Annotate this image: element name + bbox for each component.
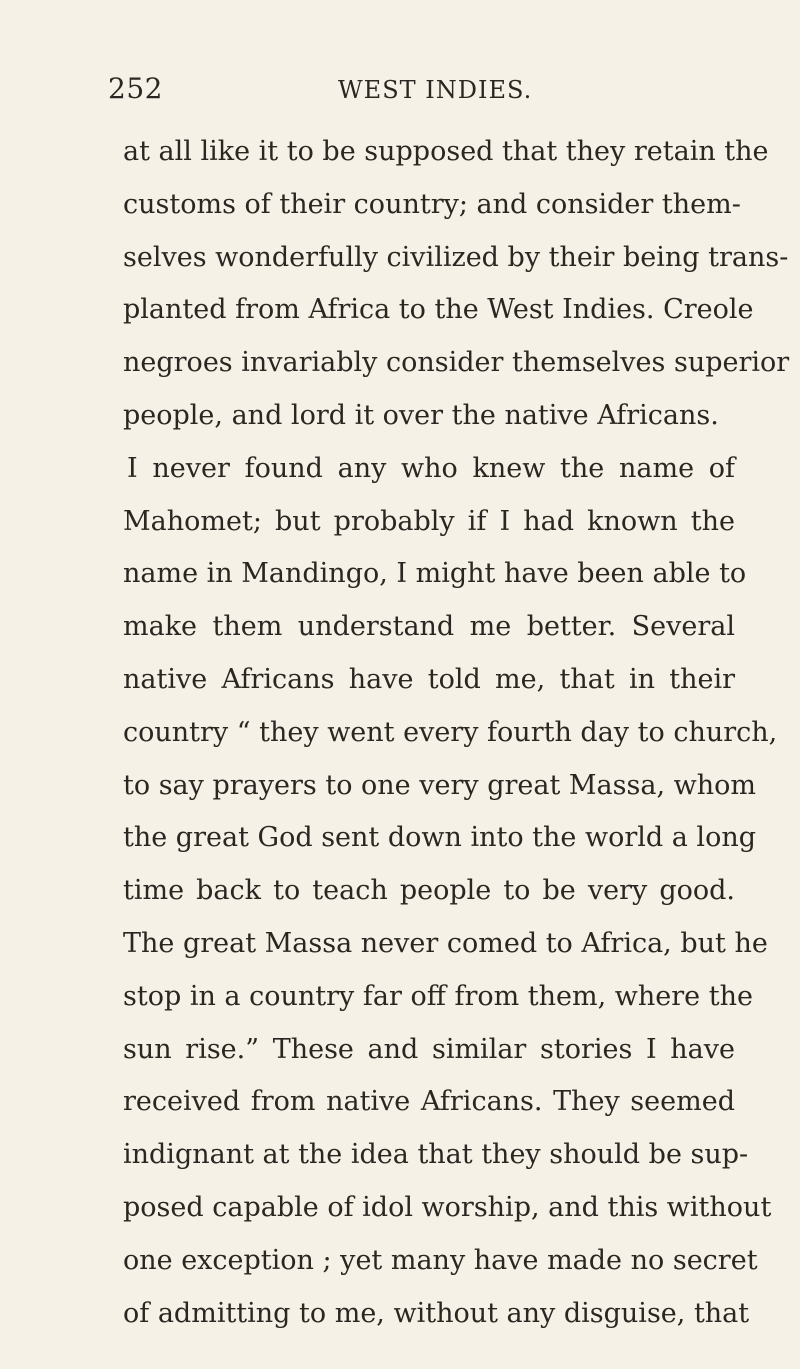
text-line: received from native Africans. They seemed [123,1086,735,1118]
body-text [123,126,790,1340]
text-line: the great God sent down into the world a long [123,822,756,854]
text-line: name in Mandingo, I might have been able to [123,558,747,590]
text-line: at all like it to be supposed that they retain the [123,136,769,167]
text-line: make them understand me better. Several [123,611,735,643]
text-line: indignant at the idea that they should be sup- [123,1139,749,1171]
text-line: time back to teach people to be very good. [123,875,735,907]
page-header [108,72,708,112]
text-line: sun rise.” These and similar stories I have [123,1033,735,1065]
text-line: selves wonderfully civilized by their being trans- [123,241,789,273]
text-line: Mahomet; but probably if I had known the [123,505,735,537]
text-line: planted from Africa to the West Indies. Creole [123,294,754,326]
text-line: stop in a country far off from them, where the [123,980,753,1012]
text-line: country “ they went every fourth day to church, [123,716,778,748]
text-line: negroes invariably consider themselves superior [123,347,790,379]
text-line: posed capable of idol worship, and this without [123,1191,772,1223]
page-number: 252 [108,72,163,105]
text-line: The great Massa never comed to Africa, but he [123,927,768,959]
text-line: I never found any who knew the name of [127,452,735,484]
text-line: customs of their country; and consider them- [123,188,741,220]
running-head: WEST INDIES. [338,76,533,104]
text-line: native Africans have told me, that in their [123,663,735,695]
text-line: of admitting to me, without any disguise, that [123,1297,750,1329]
text-line: people, and lord it over the native Africans. [123,399,719,431]
text-line: one exception ; yet many have made no secret [123,1244,758,1276]
text-line: to say prayers to one very great Massa, whom [123,769,756,801]
